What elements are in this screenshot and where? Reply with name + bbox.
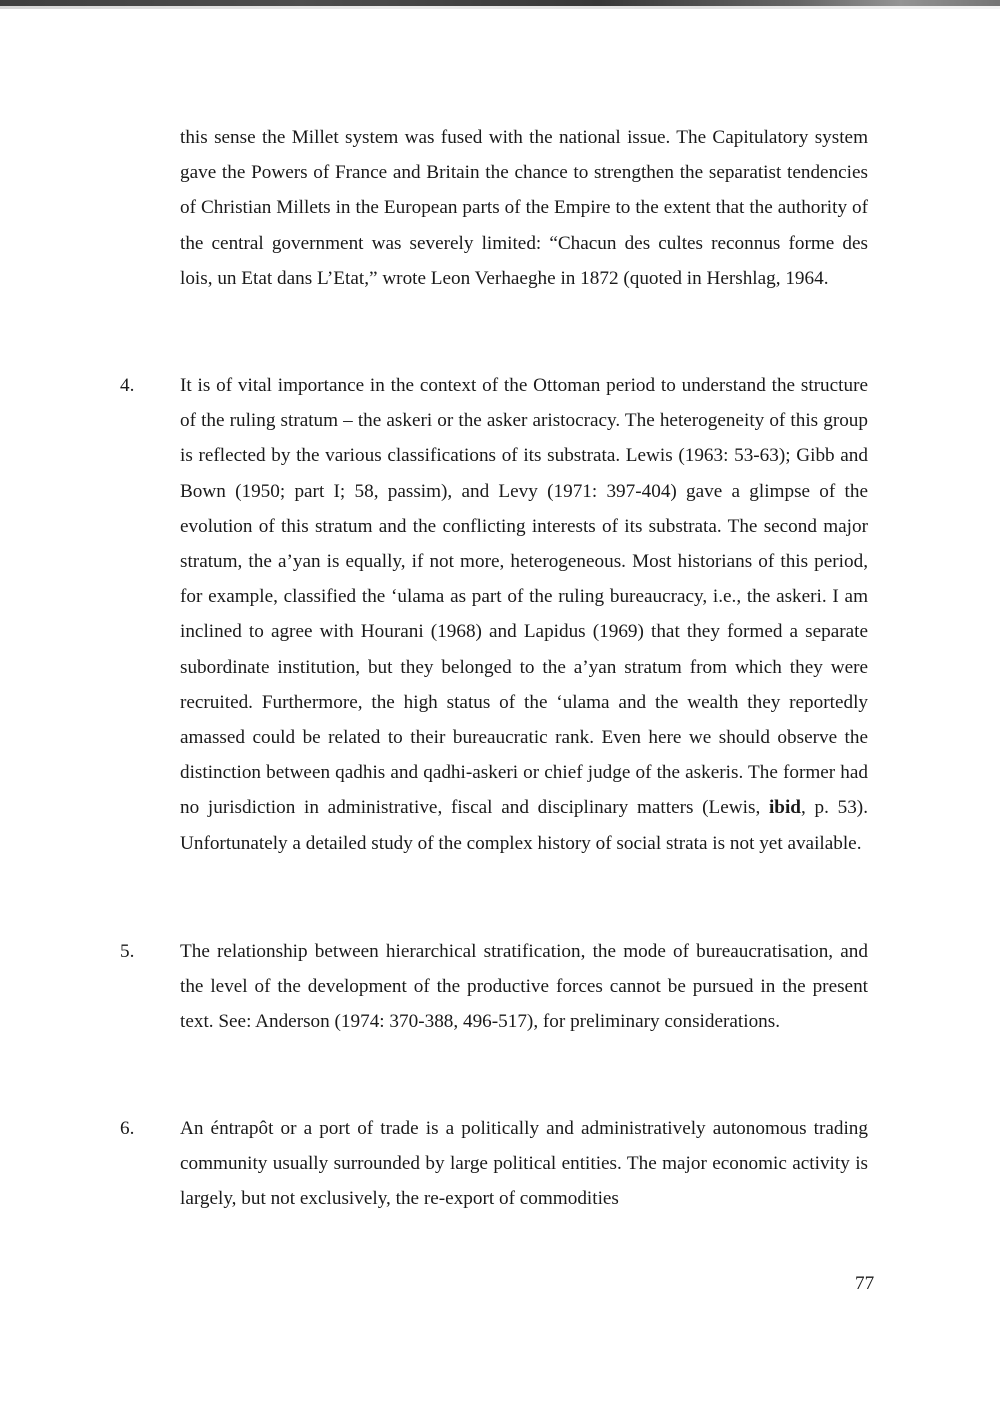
footnote-text: The relationship between hierarchical stratification, the mode of bureaucratisation, and the level of the development of the productive forces cannot be pursued in the present text. See: Anderson (1974: 370-388, 496-517), for preliminary considerations.	[180, 941, 868, 1033]
footnote-number: 6.	[120, 1118, 135, 1139]
footnote-text	[180, 368, 868, 861]
footnote-text: An éntrapôt or a port of trade is a politically and administratively autonomous trading community usually surrounded by large political entities. The major economic activity is largely, but not exclusively, the re-export of commodities	[180, 1118, 868, 1210]
footnote-number: 5.	[120, 941, 135, 962]
page-number: 77	[855, 1273, 875, 1294]
footnote-text-part: It is of vital importance in the context of the Ottoman period to understand the structure of the ruling stratum – the askeri or the asker aristocracy. The heterogeneity of this group is reflected by the various classifications of its substrata. Lewis (1963: 53-63); Gibb and Bown (1950; part I; 58, passim), and Levy (1971: 397-404) gave a glimpse of the evolution of this stratum and the conflicting interests of its substrata. The second major stratum, the a’yan is equally, if not more, heterogeneous. Most historians of this period, for example, classified the ‘ulama as part of the ruling bureaucracy, i.e., the askeri. I am inclined to agree with Hourani (1968) and Lapidus (1969) that they formed a separate subordinate institution, but they belonged to the a’yan stratum from which they were recruited. Furthermore, the high status of the ‘ulama and the wealth they reportedly amassed could be related to their bureaucratic rank. Even here we should observe the distinction between qadhis and qadhi-askeri or chief judge of the askeris. The former had no jurisdiction in administrative, fiscal and disciplinary matters (Lewis,	[180, 375, 868, 819]
scan-top-shadow	[0, 6, 1000, 9]
footnote-number: 4.	[120, 375, 135, 396]
footnote-text-part: , p. 53). Unfortunately a detailed study of the complex history of social strata is not yet available.	[180, 797, 868, 854]
footnote-continuation: this sense the Millet system was fused with the national issue. The Capitulatory system gave the Powers of France and Britain the chance to strengthen the separatist tendencies of Christian Millets in the European parts of the Empire to the extent that the authority of the central government was severely limited: “Chacun des cultes reconnus forme des lois, un Etat dans L’Etat,” wrote Leon Verhaeghe in 1872 (quoted in Hershlag, 1964.	[180, 127, 868, 289]
footnote-bold-ibid: ibid	[768, 797, 801, 819]
